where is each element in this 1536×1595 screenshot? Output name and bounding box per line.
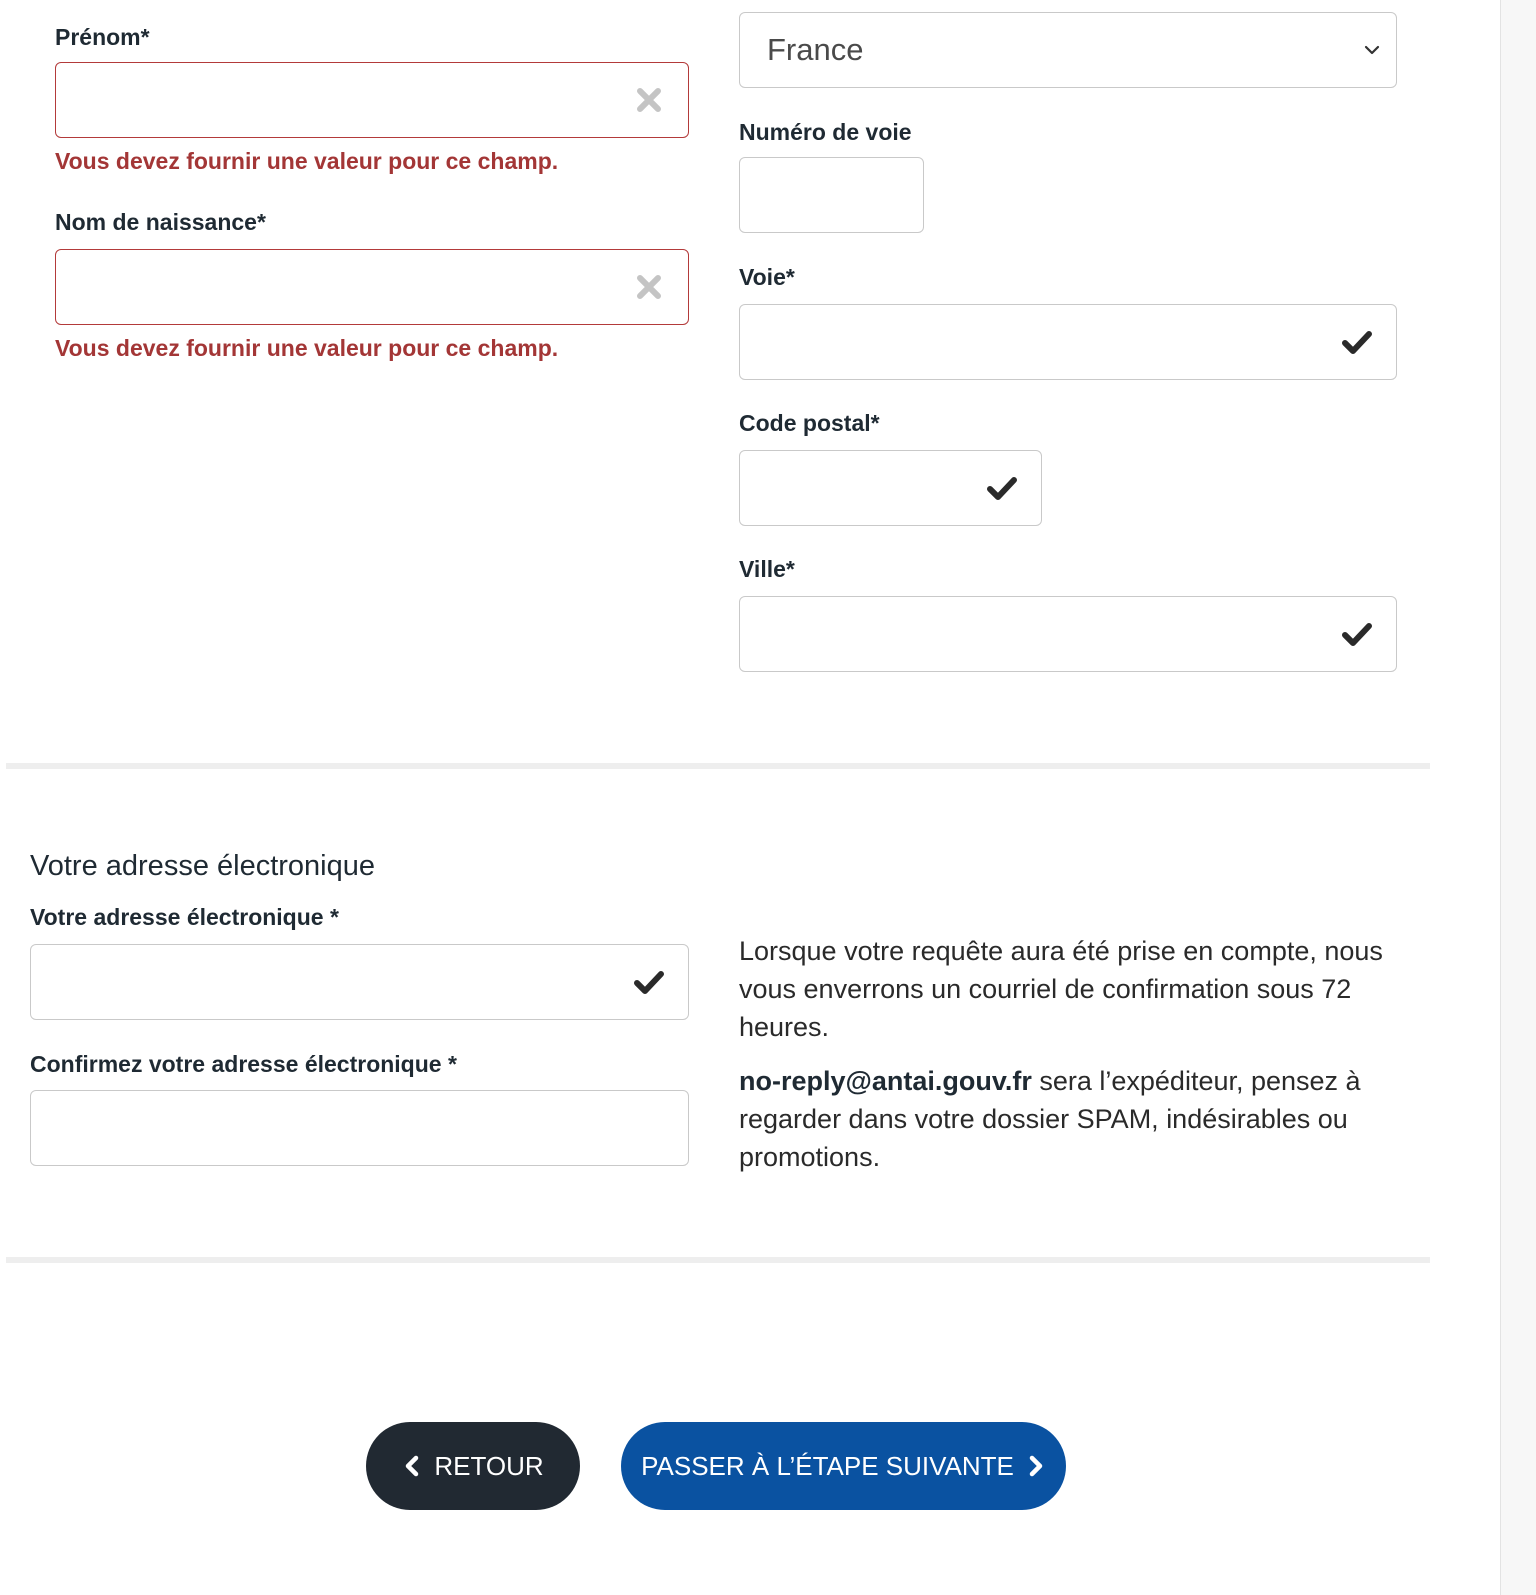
sender-info-text [739, 1062, 1399, 1176]
chevron-left-icon [402, 1455, 422, 1477]
nom-naissance-label: Nom de naissance* [55, 209, 266, 235]
confirmation-info-text: Lorsque votre requête aura été prise en compte, nous vous enverrons un courriel de confirmation sous 72 heures. [739, 936, 1383, 1042]
voie-input[interactable] [739, 304, 1397, 380]
prenom-error-message: Vous devez fournir une valeur pour ce champ. [55, 148, 559, 174]
prenom-label: Prénom* [55, 24, 150, 50]
clear-x-icon[interactable] [632, 83, 666, 117]
country-select[interactable] [739, 12, 1397, 88]
checkmark-icon [1340, 617, 1374, 651]
clear-x-icon[interactable] [632, 270, 666, 304]
ville-input[interactable] [739, 596, 1397, 672]
back-button-label: RETOUR [434, 1450, 544, 1481]
email-section-title: Votre adresse électronique [30, 850, 375, 882]
confirm-email-label: Confirmez votre adresse électronique * [30, 1051, 457, 1077]
numero-voie-label: Numéro de voie [739, 119, 912, 145]
back-button[interactable] [366, 1422, 580, 1510]
code-postal-input[interactable] [739, 450, 1042, 526]
checkmark-icon [985, 471, 1019, 505]
sender-email: no-reply@antai.gouv.fr [739, 1066, 1032, 1096]
checkmark-icon [632, 965, 666, 999]
voie-label: Voie* [739, 264, 795, 290]
confirm-email-input[interactable] [30, 1090, 689, 1166]
email-label: Votre adresse électronique * [30, 904, 339, 930]
prenom-input[interactable] [55, 62, 689, 138]
chevron-down-icon [1362, 40, 1382, 60]
numero-voie-input[interactable] [739, 157, 924, 233]
chevron-right-icon [1026, 1455, 1046, 1477]
vertical-scrollbar[interactable] [1500, 0, 1536, 1595]
section-divider [6, 1257, 1430, 1263]
checkmark-icon [1340, 325, 1374, 359]
next-step-button[interactable] [621, 1422, 1066, 1510]
sender-info-rest: sera l’expéditeur, pensez à regarder dans votre dossier SPAM, indésirables ou promotions. [739, 1066, 1361, 1172]
ville-label: Ville* [739, 556, 795, 582]
country-select-value: France [767, 32, 864, 67]
next-step-button-label: PASSER À L’ÉTAPE SUIVANTE [641, 1450, 1014, 1481]
nom-naissance-input[interactable] [55, 249, 689, 325]
email-input[interactable] [30, 944, 689, 1020]
code-postal-label: Code postal* [739, 410, 880, 436]
section-divider [6, 763, 1430, 769]
nom-naissance-error-message: Vous devez fournir une valeur pour ce champ. [55, 335, 559, 361]
